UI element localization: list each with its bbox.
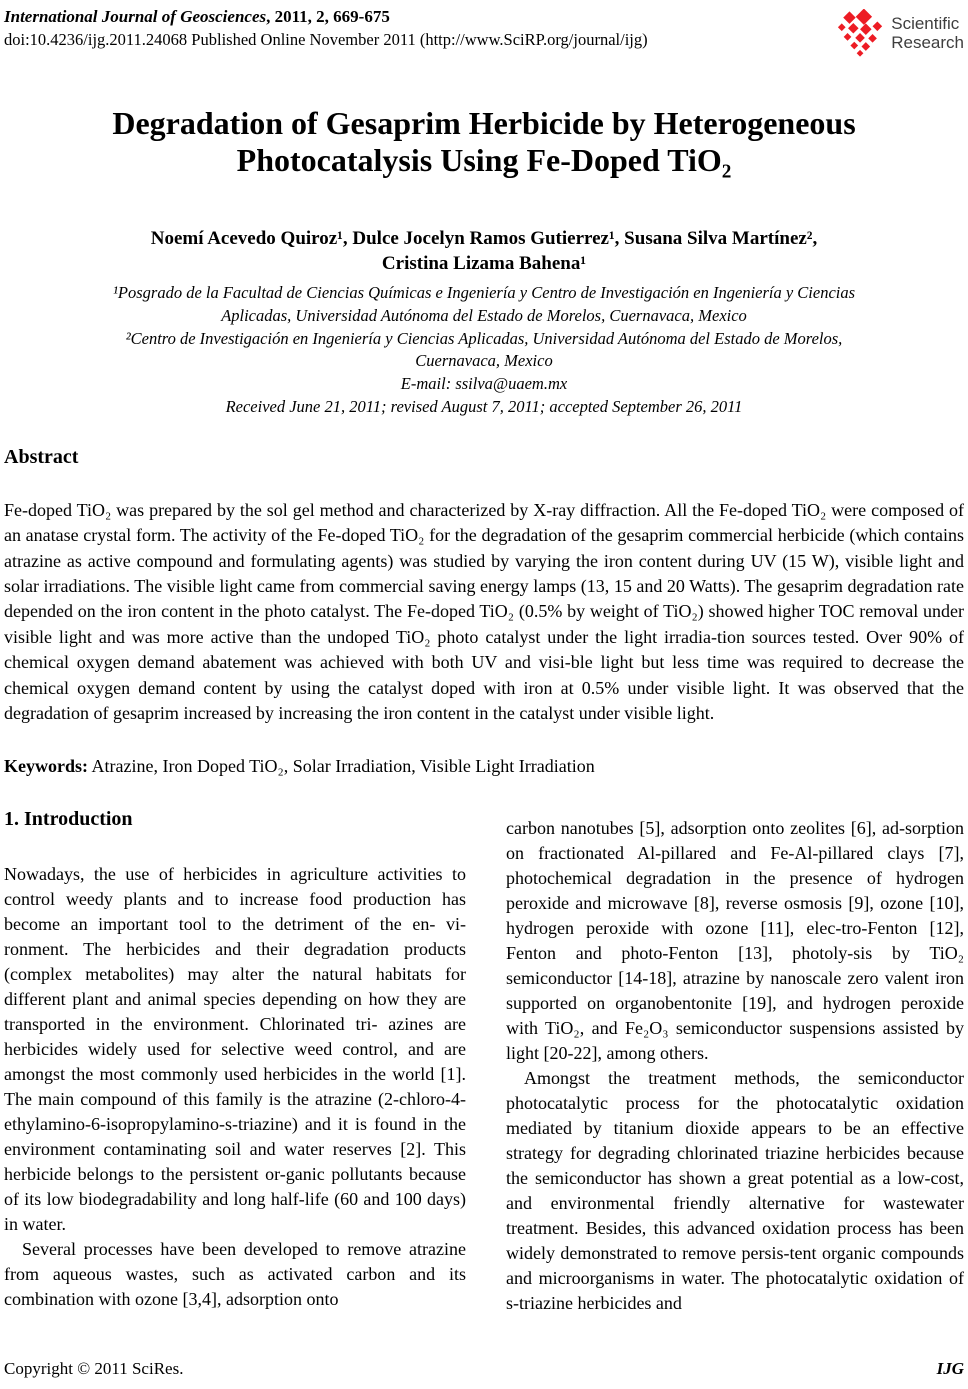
- publisher-name: [891, 14, 964, 52]
- authors-block: [4, 226, 964, 276]
- paper-title: [4, 105, 964, 179]
- publisher-name-line1: Scientific: [891, 14, 960, 33]
- introduction-paragraph: Nowadays, the use of herbicides in agriculture activities to control weedy plants and to increase food production has become an important tool to the detriment of the en- vi-ronment. The herbicides and their degradation products (complex metabolites) may alter the natural habitats for different plant and animal species depending on how they are transported in the environment. Chlorinated tri- azines are herbicides widely used for selective weed control, and are amongst the most commonly used herbicides in the world [1]. The main compound of this family is the atrazine (2-chloro-4-ethylamino-6-isopropylamino-s-triazine) and it is found in the environment contaminating soil and water reserves [2]. This herbicide belongs to the persistent or-ganic pollutants because of its low biodegradability and long half-life (60 and 100 days) in water.: [4, 864, 466, 1235]
- journal-name: International Journal of Geosciences: [4, 7, 267, 26]
- paper-title-line2: Photocatalysis Using Fe-Doped TiO₂: [236, 142, 732, 178]
- journal-issue-pages: , 2011, 2, 669-675: [266, 7, 390, 26]
- journal-citation-line: [4, 7, 648, 27]
- two-column-body: [4, 806, 964, 1316]
- introduction-paragraph: Amongst the treatment methods, the semiconductor photocatalytic process for the photocatalytic oxidation mediated by titanium dioxide appears to be an effective strategy for degrading chlorinated triazine herbicides because the semiconductor has shown a great potential as a low-cost, and environmental friendly alternative for wastewater treatment. Besides, this advanced oxidation process has been widely demonstrated to remove persis-tent organic compounds and microorganisms in water. The photocatalytic oxidation of s-triazine herbicides and: [506, 1068, 964, 1314]
- paper-title-line1: Degradation of Gesaprim Herbicide by Heterogeneous: [112, 105, 856, 141]
- email-line: E-mail: ssilva@uaem.mx: [400, 374, 568, 394]
- authors-line2: Cristina Lizama Bahena¹: [381, 253, 587, 274]
- introduction-paragraph: Several processes have been developed to remove atrazine from aqueous wastes, such as activated carbon and its combination with ozone [3,4], adsorption onto: [4, 1239, 466, 1310]
- journal-abbreviation: IJG: [936, 1359, 964, 1378]
- introduction-heading: 1. Introduction: [4, 808, 133, 831]
- affiliation-line: ¹Posgrado de la Facultad de Ciencias Químicas e Ingeniería y Centro de Investigación en Ingeniería y Ciencias: [112, 283, 856, 302]
- copyright-notice: Copyright © 2011 SciRes.: [4, 1359, 184, 1378]
- journal-citation-block: [4, 7, 648, 50]
- authors-line1: Noemí Acevedo Quiroz¹, Dulce Jocelyn Ramos Gutierrez¹, Susana Silva Martínez²,: [150, 228, 818, 249]
- page-footer: [4, 1359, 964, 1379]
- keywords-label: Keywords:: [4, 756, 88, 777]
- received-dates-line: Received June 21, 2011; revised August 7, 2011; accepted September 26, 2011: [225, 396, 743, 416]
- left-column: [4, 806, 466, 1316]
- affiliations-block: [4, 282, 964, 419]
- publisher-name-line2: Research: [891, 33, 964, 53]
- right-column: [506, 806, 964, 1316]
- introduction-paragraph: carbon nanotubes [5], adsorption onto zeolites [6], ad-sorption on fractionated Al-pillared and Fe-Al-pillared clays [7], photochemical degradation in the presence of hydrogen peroxide and microwave [8], reverse osmosis [9], ozone [10], hydrogen peroxide with ozone [11], elec-tro-Fenton [12], Fenton and photo-Fenton [13], photoly-sis by TiO₂ semiconductor [14-18], atrazine by nanoscale zero valent iron supported on organobentonite [19], and hydrogen peroxide with TiO₂, and Fe₂O₃ semiconductor suspensions assisted by light [20-22], among others.: [506, 818, 964, 1064]
- scientific-research-diamonds-icon: [834, 9, 888, 59]
- affiliation-line: ²Centro de Investigación en Ingeniería y Ciencias Aplicadas, Universidad Autónoma del Estado de Morelos,: [125, 328, 843, 348]
- affiliation-line: Aplicadas, Universidad Autónoma del Estado de Morelos, Cuernavaca, Mexico: [221, 305, 747, 325]
- keywords-text: Atrazine, Iron Doped TiO₂, Solar Irradiation, Visible Light Irradiation: [88, 756, 595, 777]
- abstract-body: Fe-doped TiO₂ was prepared by the sol gel method and characterized by X-ray diffraction. All the Fe-doped TiO₂ were composed of an anatase crystal form. The activity of the Fe-doped TiO₂ for the degradation of the gesaprim commercial herbicide (which contains atrazine as active compound and formulating agents) was studied by varying the iron content during UV (15 W), visible light and solar irradiations. The visible light came from commercial saving energy lamps (13, 15 and 20 Watts). The gesaprim degradation rate depended on the iron content in the photo catalyst. The Fe-doped TiO₂ (0.5% by weight of TiO₂) showed higher TOC removal under visible light and was more active than the undoped TiO₂ photo catalyst under the light irradia-tion sources tested. Over 90% of chemical oxygen demand abatement was achieved with both UV and visi-ble light but less time was required to decrease the chemical oxygen demand content by using the catalyst doped with iron at 0.5% under visible light. It was observed that the degradation of gesaprim increased by increasing the iron content in the catalyst under visible light.: [4, 499, 964, 724]
- keywords-line: [4, 754, 964, 779]
- abstract-heading: Abstract: [4, 445, 79, 468]
- page-header: [4, 0, 964, 59]
- doi-line: doi:10.4236/ijg.2011.24068 Published Online November 2011 (http://www.SciRP.org/journal/ijg): [4, 30, 648, 49]
- affiliation-line: Cuernavaca, Mexico: [415, 351, 553, 371]
- publisher-logo: [834, 7, 964, 59]
